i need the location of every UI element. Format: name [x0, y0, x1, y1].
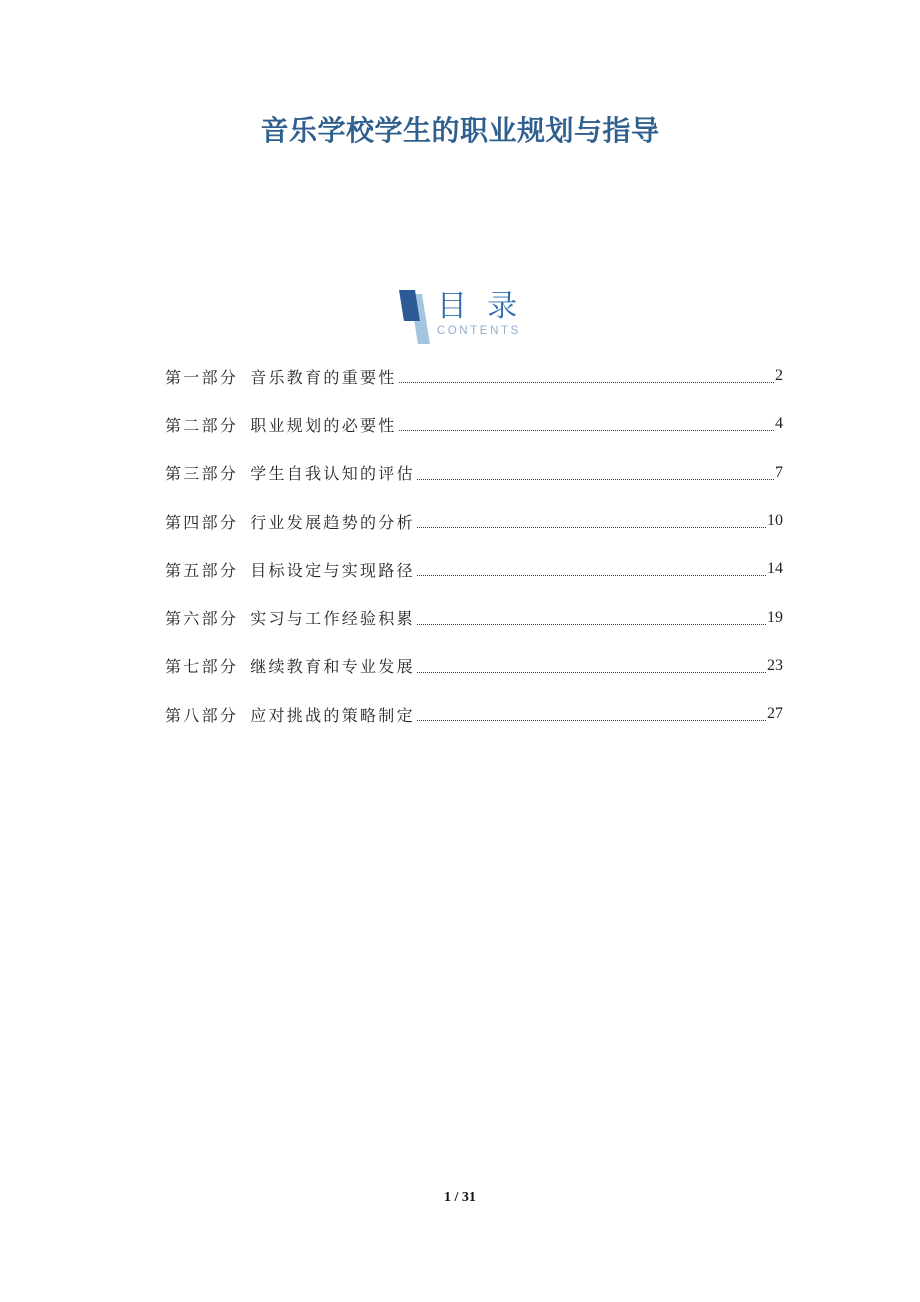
document-title: 音乐学校学生的职业规划与指导: [260, 115, 660, 146]
toc-entry[interactable]: [165, 593, 783, 641]
page-number-indicator: 1 / 31: [444, 1190, 476, 1205]
toc-dotted-leader: [417, 707, 766, 721]
toc-entry-title: 职业规划的必要性: [250, 417, 397, 435]
toc-entry[interactable]: [165, 690, 783, 738]
toc-entry-page-number: 19: [767, 608, 783, 626]
toc-dotted-leader: [417, 562, 766, 576]
toc-dotted-leader: [417, 611, 766, 625]
toc-entry-section: 第一部分: [165, 369, 239, 387]
toc-entry[interactable]: [165, 642, 783, 690]
toc-heading: 目 录: [436, 290, 524, 323]
toc-entry-page-number: 4: [775, 415, 783, 433]
toc-entry-title: 继续教育和专业发展: [250, 659, 415, 677]
toc-entry-section: 第五部分: [165, 562, 239, 580]
toc-entry[interactable]: [165, 497, 783, 545]
toc-entry-title: 行业发展趋势的分析: [250, 514, 415, 532]
toc-dotted-leader: [399, 369, 774, 383]
toc-header: [0, 290, 920, 348]
toc-entry-section: 第七部分: [165, 659, 239, 677]
toc-entry-page-number: 14: [767, 560, 783, 578]
toc-entry[interactable]: [165, 400, 783, 448]
toc-entry[interactable]: [165, 449, 783, 497]
toc-entry-title: 实习与工作经验积累: [250, 611, 415, 629]
toc-entry-title: 学生自我认知的评估: [250, 466, 415, 484]
toc-dotted-leader: [399, 417, 774, 431]
toc-entry-page-number: 7: [775, 463, 783, 481]
toc-entry-title: 应对挑战的策略制定: [250, 707, 415, 725]
toc-entry-title: 音乐教育的重要性: [250, 369, 397, 387]
toc-entry-page-number: 10: [767, 512, 783, 530]
toc-entry-title: 目标设定与实现路径: [250, 562, 415, 580]
toc-entry[interactable]: [165, 352, 783, 400]
toc-entry-section: 第六部分: [165, 611, 239, 629]
toc-entry-section: 第三部分: [165, 466, 239, 484]
toc-dotted-leader: [417, 466, 774, 480]
contents-logo-icon: [397, 290, 431, 348]
toc-entry-section: 第八部分: [165, 707, 239, 725]
toc-entry-page-number: 23: [767, 656, 783, 674]
toc-subheading: CONTENTS: [436, 325, 521, 337]
toc-entry-section: 第四部分: [165, 514, 239, 532]
toc-entry[interactable]: [165, 545, 783, 593]
toc-entry-page-number: 27: [767, 705, 783, 723]
toc-entry-section: 第二部分: [165, 417, 239, 435]
toc-entry-page-number: 2: [775, 367, 783, 385]
toc-dotted-leader: [417, 659, 766, 673]
toc-dotted-leader: [417, 514, 766, 528]
toc-list: [165, 352, 783, 738]
